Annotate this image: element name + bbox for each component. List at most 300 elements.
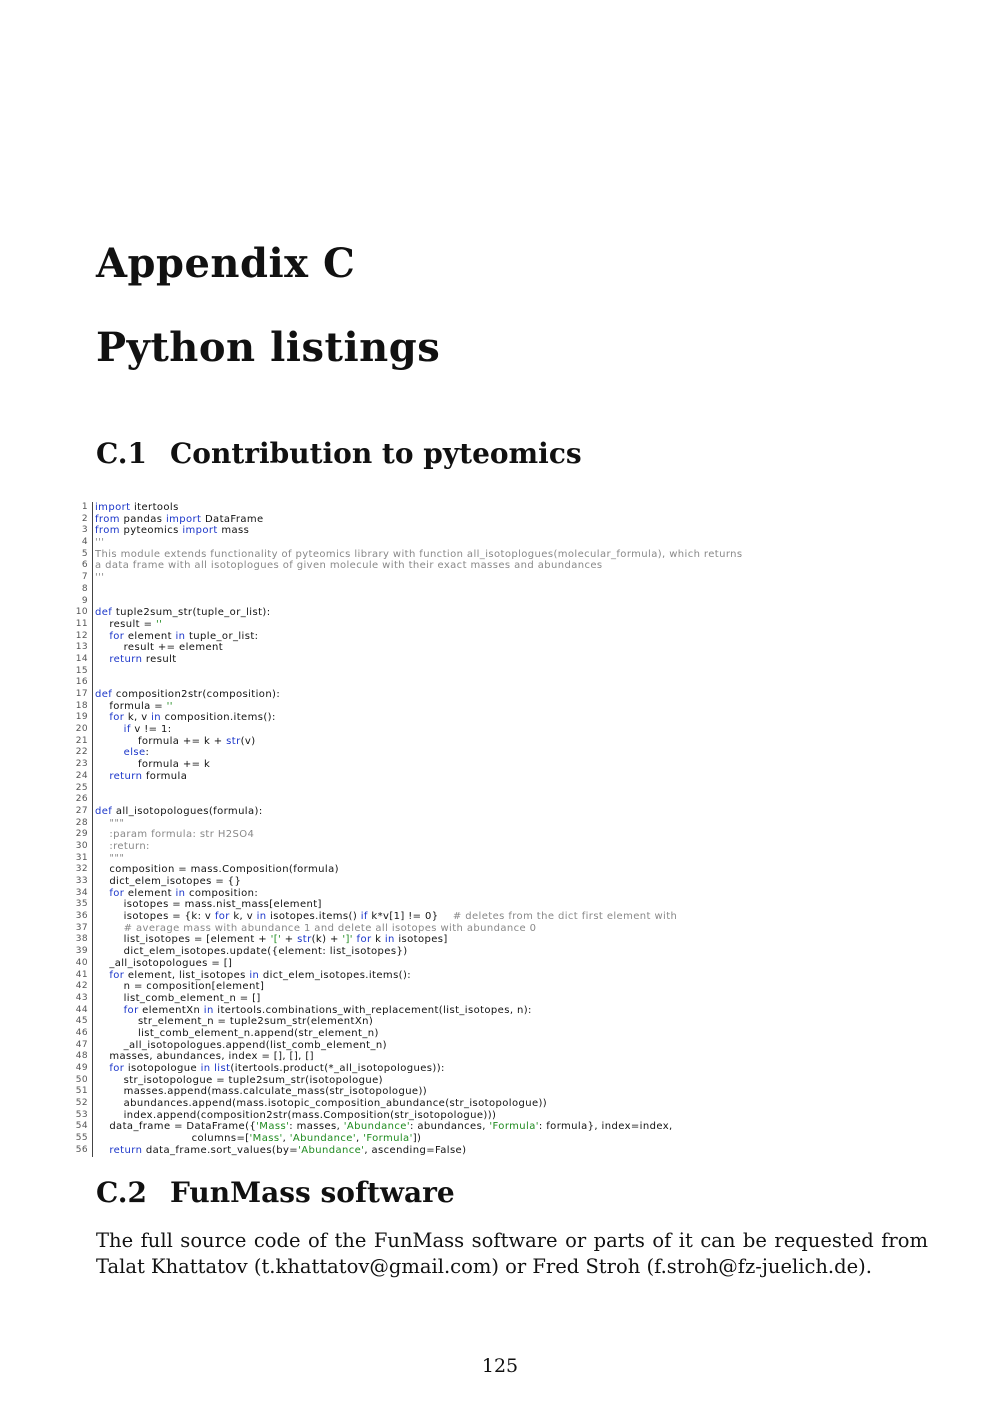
code-content: [95, 771, 187, 783]
code-text: tuple2sum_str(tuple_or_list):: [112, 607, 271, 619]
code-content: [95, 502, 179, 514]
code-comment: a data frame with all isotoplogues of given molecule with their exact masses and abundances: [95, 560, 603, 572]
code-string: 'Mass': [249, 1133, 283, 1145]
code-string: '[': [270, 934, 282, 946]
code-content: [95, 1040, 387, 1052]
code-text: (k) +: [311, 934, 343, 946]
line-number: 3: [72, 525, 93, 537]
code-keyword: in: [249, 969, 260, 981]
code-content: [95, 923, 536, 935]
line-number: 39: [72, 946, 93, 958]
code-line: [72, 1063, 743, 1075]
code-line: [72, 689, 743, 701]
code-content: [95, 888, 258, 900]
code-content: [95, 946, 408, 958]
line-number: 37: [72, 923, 93, 935]
line-number: 38: [72, 934, 93, 946]
code-keyword: for: [109, 887, 125, 899]
code-text: composition = mass.Composition(formula): [95, 864, 339, 876]
code-string: '': [155, 618, 163, 630]
code-line: [72, 1051, 743, 1063]
code-text: isotopologue: [124, 1063, 201, 1074]
code-keyword: for: [109, 630, 125, 642]
code-text: k: [371, 934, 385, 946]
line-number: 19: [72, 712, 93, 724]
line-number: 41: [72, 970, 93, 982]
code-line: [72, 841, 743, 853]
code-content: [95, 712, 276, 724]
code-keyword: for: [109, 969, 125, 981]
code-content: [95, 853, 124, 865]
code-keyword: import: [182, 525, 218, 537]
code-text: composition.items():: [161, 712, 276, 724]
code-line: [72, 525, 743, 537]
code-line: [72, 631, 743, 643]
code-text: : masses,: [289, 1121, 344, 1133]
code-text: pyteomics: [119, 525, 183, 537]
line-number: 1: [72, 502, 93, 514]
code-line: [72, 888, 743, 900]
code-line: [72, 958, 743, 970]
section-heading-c2: [96, 1175, 455, 1211]
code-keyword: return: [109, 1144, 143, 1156]
line-number: 31: [72, 853, 93, 865]
code-text: [95, 724, 124, 735]
code-keyword: for: [356, 934, 372, 946]
line-number: 2: [72, 514, 93, 526]
section-number: C.1: [96, 437, 148, 470]
code-content: [95, 1005, 532, 1017]
line-number: 54: [72, 1121, 93, 1133]
code-text: str_isotopologue = tuple2sum_str(isotopologue): [95, 1074, 383, 1086]
code-keyword: in: [203, 1004, 214, 1016]
section-title: Contribution to pyteomics: [170, 437, 582, 470]
code-comment: ''': [95, 572, 105, 584]
code-line: [72, 818, 743, 830]
code-content: [95, 1110, 496, 1122]
line-number: 25: [72, 783, 93, 795]
code-text: dict_elem_isotopes = {}: [95, 876, 242, 887]
code-text: [95, 970, 109, 981]
code-line: [72, 1110, 743, 1122]
code-text: v != 1:: [130, 724, 172, 736]
code-content: [95, 747, 149, 759]
line-number: 48: [72, 1051, 93, 1063]
line-number: 17: [72, 689, 93, 701]
code-content: [95, 1075, 383, 1087]
code-string: 'Abundance': [343, 1121, 411, 1133]
line-number: 35: [72, 899, 93, 911]
code-line: [72, 1098, 743, 1110]
code-line: [72, 1005, 743, 1017]
code-keyword: if: [123, 724, 131, 736]
code-comment: This module extends functionality of pyteomics library with function all_isotoplogues(molecular_formula), which returns: [95, 548, 743, 560]
code-line: [72, 572, 743, 584]
code-text: isotopes = {k: v: [95, 911, 215, 923]
code-content: [95, 806, 263, 818]
code-text: _all_isotopologues.append(list_comb_element_n): [95, 1039, 387, 1051]
code-content: [95, 607, 270, 619]
line-number: 4: [72, 537, 93, 549]
code-keyword: for: [214, 911, 230, 923]
code-content: [95, 934, 448, 946]
code-line: [72, 549, 743, 561]
code-line: [72, 677, 743, 689]
code-text: element: [124, 630, 176, 642]
line-number: 32: [72, 864, 93, 876]
code-keyword: from: [95, 513, 120, 525]
code-line: [72, 981, 743, 993]
code-content: [95, 642, 223, 654]
code-keyword: import: [95, 502, 131, 513]
code-content: [95, 1086, 427, 1098]
code-keyword: import: [165, 513, 202, 525]
code-string: 'Abundance': [298, 1144, 365, 1156]
code-line: [72, 794, 743, 806]
code-text: (v): [240, 735, 256, 747]
line-number: 53: [72, 1110, 93, 1122]
code-line: [72, 619, 743, 631]
code-content: [95, 1098, 547, 1110]
code-line: [72, 876, 743, 888]
code-text: k, v: [229, 911, 257, 923]
code-text: masses.append(mass.calculate_mass(str_isotopologue)): [95, 1086, 428, 1098]
code-content: [95, 701, 173, 713]
code-keyword: for: [109, 712, 125, 724]
line-number: 26: [72, 794, 93, 806]
line-number: 49: [72, 1063, 93, 1075]
code-text: : abundances,: [410, 1121, 490, 1133]
code-text: [95, 1145, 109, 1156]
code-text: masses, abundances, index = [], [], []: [95, 1051, 314, 1063]
line-number: 14: [72, 654, 93, 666]
code-content: [95, 1051, 314, 1063]
code-line: [72, 666, 743, 678]
code-comment: :param formula: str H2SO4: [95, 829, 255, 841]
code-text: k, v: [124, 712, 152, 724]
code-content: [95, 1145, 466, 1157]
code-content: [95, 1016, 373, 1028]
code-keyword: in: [151, 712, 162, 724]
line-number: 34: [72, 888, 93, 900]
code-text: ,: [282, 1133, 290, 1145]
body-paragraph: The full source code of the FunMass software or parts of it can be requested from Talat Khattatov (t.khattatov@gmail.com) or Fred Stroh (f.stroh@fz-juelich.de).: [96, 1229, 928, 1278]
line-number: 33: [72, 876, 93, 888]
code-text: abundances.append(mass.isotopic_composition_abundance(str_isotopologue)): [95, 1098, 548, 1110]
code-text: list_comb_element_n = []: [95, 992, 261, 1004]
line-number: 51: [72, 1086, 93, 1098]
code-line: [72, 970, 743, 982]
code-line: [72, 923, 743, 935]
line-number: 22: [72, 747, 93, 759]
code-text: itertools: [130, 502, 179, 513]
code-content: [95, 864, 339, 876]
line-number: 50: [72, 1075, 93, 1087]
code-text: (itertools.product(*_all_isotopologues)):: [230, 1063, 445, 1074]
code-text: : formula}, index=index,: [538, 1121, 673, 1133]
code-comment: """: [95, 852, 125, 864]
code-text: [95, 888, 109, 899]
code-text: k*v[1] != 0}: [367, 911, 453, 923]
code-text: tuple_or_list:: [185, 630, 259, 642]
code-content: [95, 736, 256, 748]
code-line: [72, 934, 743, 946]
code-string: 'Formula': [489, 1121, 539, 1133]
line-number: 52: [72, 1098, 93, 1110]
code-content: [95, 537, 104, 549]
code-keyword: list: [214, 1063, 231, 1074]
code-line: [72, 829, 743, 841]
code-content: [95, 841, 150, 853]
line-number: 15: [72, 666, 93, 678]
code-content: [95, 514, 264, 526]
code-line: [72, 993, 743, 1005]
code-content: [95, 829, 254, 841]
code-text: DataFrame: [201, 513, 264, 525]
code-line: [72, 783, 743, 795]
code-string: 'Formula': [363, 1133, 413, 1145]
code-line: [72, 747, 743, 759]
code-line: [72, 1075, 743, 1087]
code-line: [72, 701, 743, 713]
code-keyword: in: [175, 630, 186, 642]
code-line: [72, 1145, 743, 1157]
code-text: isotopes]: [394, 934, 448, 946]
line-number: 12: [72, 631, 93, 643]
section-title: FunMass software: [170, 1176, 455, 1209]
code-content: [95, 654, 177, 666]
line-number: 43: [72, 993, 93, 1005]
code-string: '': [166, 700, 173, 712]
code-content: [95, 560, 603, 572]
code-comment: # deletes from the dict first element with: [452, 911, 678, 923]
code-line: [72, 1016, 743, 1028]
code-text: element: [124, 887, 176, 899]
code-text: formula += k: [95, 759, 211, 771]
code-text: list_isotopes = [element +: [95, 934, 271, 946]
line-number: 11: [72, 619, 93, 631]
code-content: [95, 689, 280, 701]
code-text: [95, 1005, 124, 1016]
code-keyword: return: [109, 770, 143, 782]
code-keyword: from: [95, 525, 120, 537]
code-text: str_element_n = tuple2sum_str(elementXn): [95, 1016, 374, 1028]
code-text: columns=[: [95, 1133, 250, 1145]
code-line: [72, 946, 743, 958]
code-text: dict_elem_isotopes.update({element: list_isotopes}): [95, 946, 408, 958]
code-content: [95, 724, 172, 736]
code-line: [72, 724, 743, 736]
code-keyword: str: [297, 934, 312, 946]
line-number: 9: [72, 596, 93, 608]
code-line: [72, 864, 743, 876]
code-text: :: [145, 747, 150, 759]
line-number: 13: [72, 642, 93, 654]
code-text: +: [281, 934, 298, 946]
code-text: data_frame = DataFrame({: [95, 1121, 257, 1133]
code-string: 'Mass': [256, 1121, 290, 1133]
line-number: 24: [72, 771, 93, 783]
code-line: [72, 654, 743, 666]
line-number: 21: [72, 736, 93, 748]
code-text: formula += k +: [95, 735, 227, 747]
line-number: 55: [72, 1133, 93, 1145]
code-line: [72, 736, 743, 748]
code-keyword: def: [95, 689, 113, 700]
code-text: data_frame.sort_values(by=: [142, 1144, 299, 1156]
code-content: [95, 549, 743, 561]
line-number: 8: [72, 584, 93, 596]
line-number: 47: [72, 1040, 93, 1052]
line-number: 18: [72, 701, 93, 713]
code-text: isotopes.items(): [266, 911, 361, 923]
code-comment: # average mass with abundance 1 and delete all isotopes with abundance 0: [95, 922, 537, 934]
code-text: list_comb_element_n.append(str_element_n): [95, 1027, 379, 1039]
code-text: itertools.combinations_with_replacement(list_isotopes, n):: [213, 1004, 532, 1016]
code-text: all_isotopologues(formula):: [112, 805, 263, 817]
code-keyword: else: [123, 747, 146, 759]
code-content: [95, 572, 104, 584]
code-text: pandas: [119, 513, 166, 525]
code-content: [95, 1063, 445, 1075]
code-keyword: in: [384, 934, 395, 946]
code-text: [95, 631, 109, 642]
code-keyword: str: [226, 735, 241, 747]
code-text: ]): [412, 1133, 422, 1145]
code-text: elementXn: [138, 1004, 204, 1016]
code-text: composition2str(composition):: [112, 689, 281, 700]
code-line: [72, 596, 743, 608]
code-text: formula: [142, 770, 188, 782]
code-content: [95, 1133, 421, 1145]
code-line: [72, 560, 743, 572]
code-text: [95, 654, 109, 665]
code-content: [95, 1121, 673, 1133]
chapter-title: Python listings: [96, 324, 441, 371]
code-line: [72, 584, 743, 596]
code-line: [72, 712, 743, 724]
code-text: ,: [356, 1133, 364, 1145]
code-text: , ascending=False): [364, 1144, 467, 1156]
code-content: [95, 899, 322, 911]
code-keyword: in: [175, 887, 186, 899]
code-line: [72, 806, 743, 818]
code-line: [72, 759, 743, 771]
line-number: 30: [72, 841, 93, 853]
code-line: [72, 1040, 743, 1052]
code-content: [95, 619, 162, 631]
code-content: [95, 759, 210, 771]
code-text: result: [142, 653, 177, 665]
code-text: dict_elem_isotopes.items():: [259, 969, 412, 981]
code-content: [95, 970, 411, 982]
code-keyword: in: [200, 1063, 211, 1074]
code-comment: :return:: [95, 840, 150, 852]
code-keyword: for: [109, 1063, 125, 1074]
code-comment: """: [95, 817, 125, 829]
code-text: n = composition[element]: [95, 981, 265, 993]
line-number: 10: [72, 607, 93, 619]
line-number: 45: [72, 1016, 93, 1028]
code-content: [95, 525, 249, 537]
code-line: [72, 853, 743, 865]
code-text: result =: [95, 618, 156, 630]
code-text: [95, 771, 109, 782]
line-number: 28: [72, 818, 93, 830]
line-number: 44: [72, 1005, 93, 1017]
code-text: [95, 747, 124, 758]
code-keyword: def: [95, 805, 113, 817]
section-heading-c1: [96, 436, 582, 472]
code-string: 'Abundance': [289, 1133, 357, 1145]
code-content: [95, 818, 124, 830]
code-line: [72, 642, 743, 654]
line-number: 27: [72, 806, 93, 818]
code-keyword: if: [360, 911, 368, 923]
code-keyword: in: [256, 911, 267, 923]
code-text: isotopes = mass.nist_mass[element]: [95, 899, 322, 911]
code-text: index.append(composition2str(mass.Composition(str_isotopologue))): [95, 1109, 497, 1121]
code-content: [95, 993, 261, 1005]
code-line: [72, 1133, 743, 1145]
code-comment: ''': [95, 537, 105, 549]
code-text: result += element: [95, 642, 224, 654]
code-listing: [72, 502, 743, 1157]
line-number: 56: [72, 1145, 93, 1157]
code-text: formula =: [95, 700, 167, 712]
code-line: [72, 771, 743, 783]
line-number: 42: [72, 981, 93, 993]
chapter-label: Appendix C: [96, 240, 356, 287]
code-line: [72, 502, 743, 514]
code-content: [95, 631, 258, 643]
page-number: 125: [481, 1355, 519, 1377]
code-content: [95, 981, 264, 993]
line-number: 40: [72, 958, 93, 970]
code-line: [72, 1121, 743, 1133]
code-content: [95, 911, 677, 923]
code-keyword: return: [109, 653, 143, 665]
line-number: 23: [72, 759, 93, 771]
code-text: composition:: [185, 887, 259, 899]
code-line: [72, 537, 743, 549]
code-text: mass: [217, 525, 250, 537]
code-line: [72, 1028, 743, 1040]
code-text: _all_isotopologues = []: [95, 957, 233, 969]
code-keyword: def: [95, 607, 113, 619]
code-line: [72, 899, 743, 911]
code-line: [72, 514, 743, 526]
line-number: 20: [72, 724, 93, 736]
line-number: 16: [72, 677, 93, 689]
code-keyword: for: [123, 1004, 139, 1016]
code-string: ']': [342, 934, 353, 946]
code-text: element, list_isotopes: [124, 969, 250, 981]
code-text: [95, 712, 109, 723]
code-line: [72, 607, 743, 619]
line-number: 5: [72, 549, 93, 561]
line-number: 29: [72, 829, 93, 841]
code-line: [72, 1086, 743, 1098]
line-number: 46: [72, 1028, 93, 1040]
code-content: [95, 1028, 379, 1040]
line-number: 36: [72, 911, 93, 923]
code-content: [95, 958, 232, 970]
code-content: [95, 876, 241, 888]
line-number: 6: [72, 560, 93, 572]
code-text: [95, 1063, 109, 1074]
code-line: [72, 911, 743, 923]
